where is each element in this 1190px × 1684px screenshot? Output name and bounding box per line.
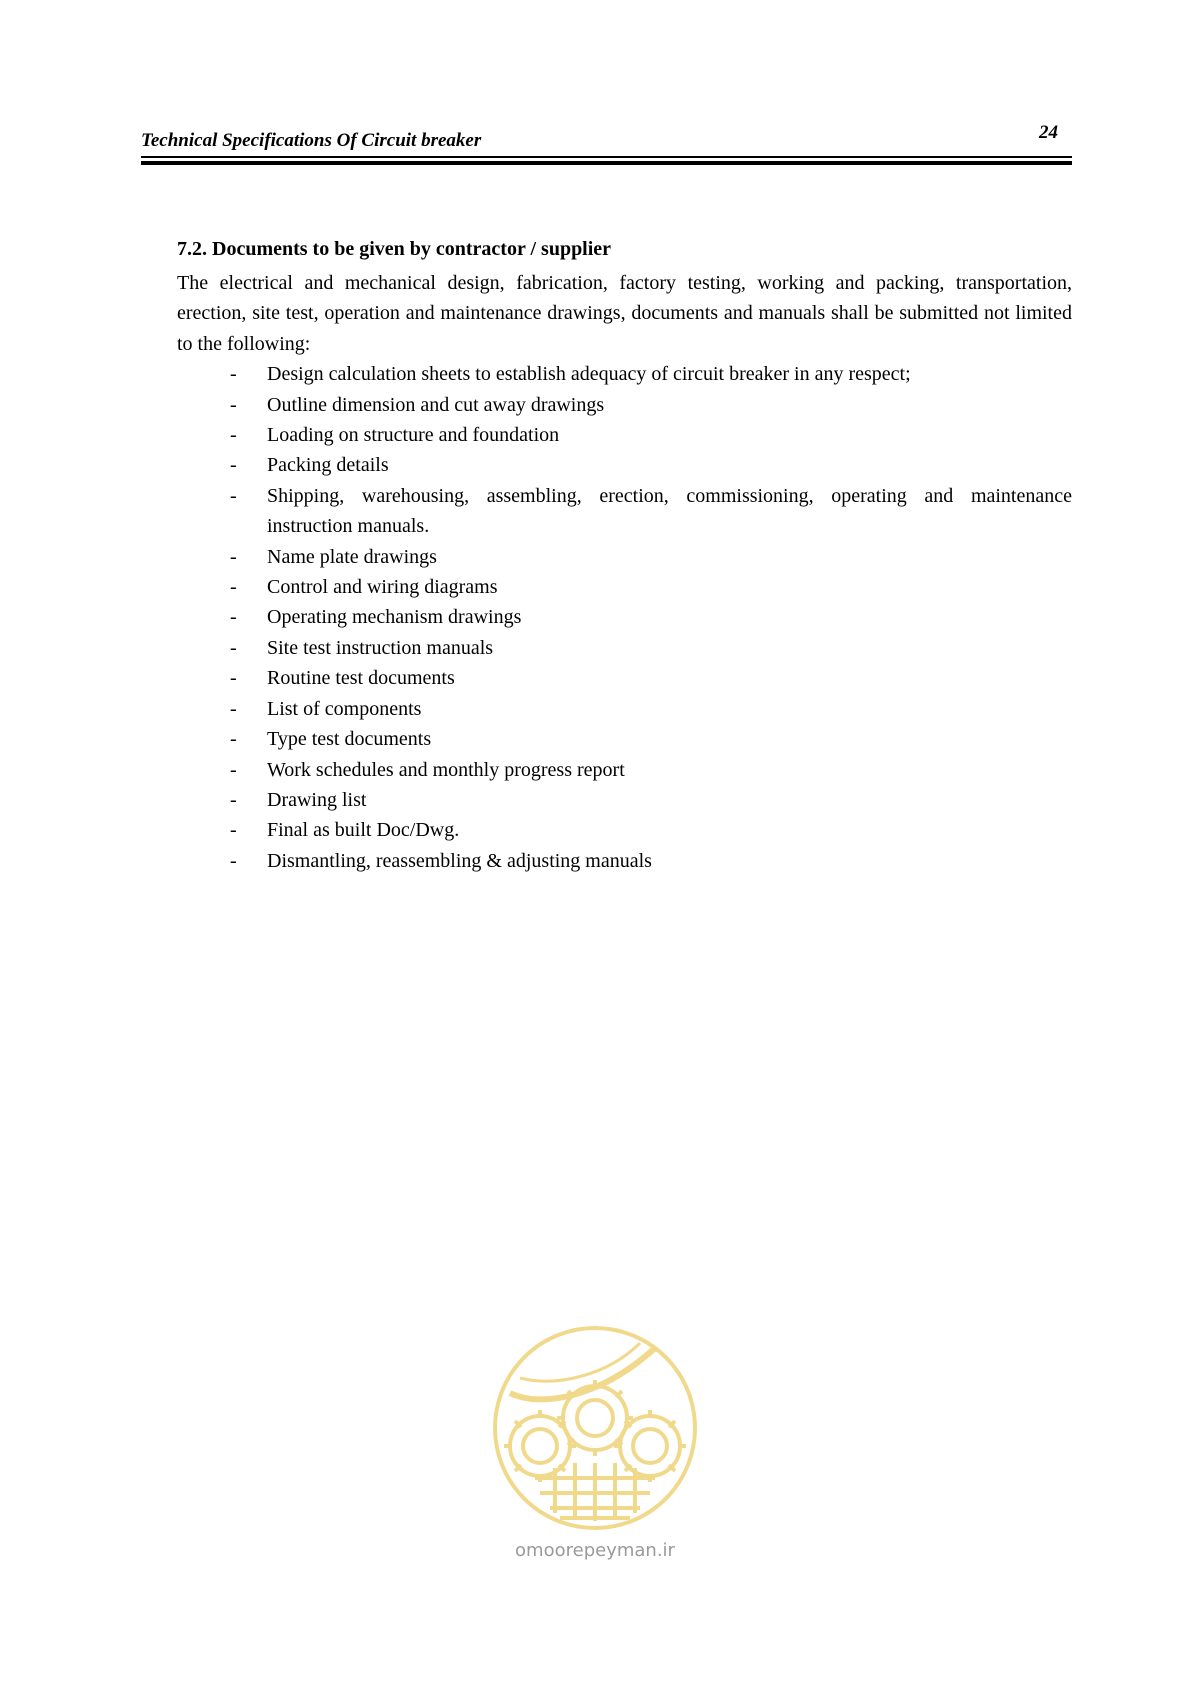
list-item xyxy=(177,694,1072,724)
bullet-dash: - xyxy=(230,728,237,751)
header-rule-thin xyxy=(141,156,1072,158)
list-item-text: Dismantling, reassembling & adjusting manuals xyxy=(267,849,652,872)
watermark xyxy=(480,1318,710,1578)
list-item-text: Routine test documents xyxy=(267,667,455,690)
list-item-text: Name plate drawings xyxy=(267,545,437,568)
list-item-text: List of components xyxy=(267,697,422,720)
list-item xyxy=(177,724,1072,754)
list-item xyxy=(177,785,1072,815)
list-item-text: Control and wiring diagrams xyxy=(267,576,498,599)
intro-paragraph: The electrical and mechanical design, fabrication, factory testing, working and packing, transportation, erection, site test, operation and maintenance drawings, documents and manuals shall be submitted not limited to the following: xyxy=(177,272,1072,355)
list-item xyxy=(177,633,1072,663)
list-item xyxy=(177,359,1072,389)
page-number: 24 xyxy=(1039,122,1058,143)
header-rule-thick xyxy=(141,161,1072,165)
list-item-text: Drawing list xyxy=(267,788,367,811)
bullet-dash: - xyxy=(230,424,237,447)
bullet-dash: - xyxy=(230,636,237,659)
bullet-dash: - xyxy=(230,454,237,477)
bullet-dash: - xyxy=(230,667,237,690)
list-item-text: Shipping, warehousing, assembling, erection, commissioning, operating and maintenance instruction manuals. xyxy=(267,484,1072,538)
list-item-text: Work schedules and monthly progress report xyxy=(267,758,625,781)
document-body xyxy=(177,234,1072,876)
list-item xyxy=(177,755,1072,785)
list-item-text: Operating mechanism drawings xyxy=(267,606,522,629)
bullet-dash: - xyxy=(230,484,237,507)
list-item xyxy=(177,542,1072,572)
bullet-dash: - xyxy=(230,849,237,872)
list-item-text: Outline dimension and cut away drawings xyxy=(267,393,605,416)
list-item xyxy=(177,450,1072,480)
bullet-dash: - xyxy=(230,606,237,629)
list-item xyxy=(177,572,1072,602)
list-item-text: Loading on structure and foundation xyxy=(267,424,560,447)
bullet-dash: - xyxy=(230,393,237,416)
bullet-dash: - xyxy=(230,697,237,720)
list-item xyxy=(177,390,1072,420)
bullet-dash: - xyxy=(230,819,237,842)
section-heading: 7.2. Documents to be given by contractor / supplier xyxy=(177,238,612,260)
documents-list xyxy=(177,359,1072,876)
list-item-text: Site test instruction manuals xyxy=(267,636,494,659)
header-title: Technical Specifications Of Circuit breaker xyxy=(141,130,482,151)
bullet-dash: - xyxy=(230,758,237,781)
list-item-text: Design calculation sheets to establish adequacy of circuit breaker in any respect; xyxy=(267,363,911,386)
list-item xyxy=(177,663,1072,693)
bullet-dash: - xyxy=(230,576,237,599)
list-item-text: Packing details xyxy=(267,454,389,477)
watermark-logo-icon xyxy=(480,1318,710,1538)
list-item-text: Type test documents xyxy=(267,728,432,751)
list-item-text: Final as built Doc/Dwg. xyxy=(267,819,460,842)
bullet-dash: - xyxy=(230,545,237,568)
list-item xyxy=(177,815,1072,845)
list-item xyxy=(177,481,1072,542)
list-item xyxy=(177,420,1072,450)
bullet-dash: - xyxy=(230,363,237,386)
bullet-dash: - xyxy=(230,788,237,811)
page-header xyxy=(141,118,1072,170)
list-item xyxy=(177,602,1072,632)
list-item xyxy=(177,846,1072,876)
watermark-caption: omoorepeyman.ir xyxy=(515,1540,675,1561)
